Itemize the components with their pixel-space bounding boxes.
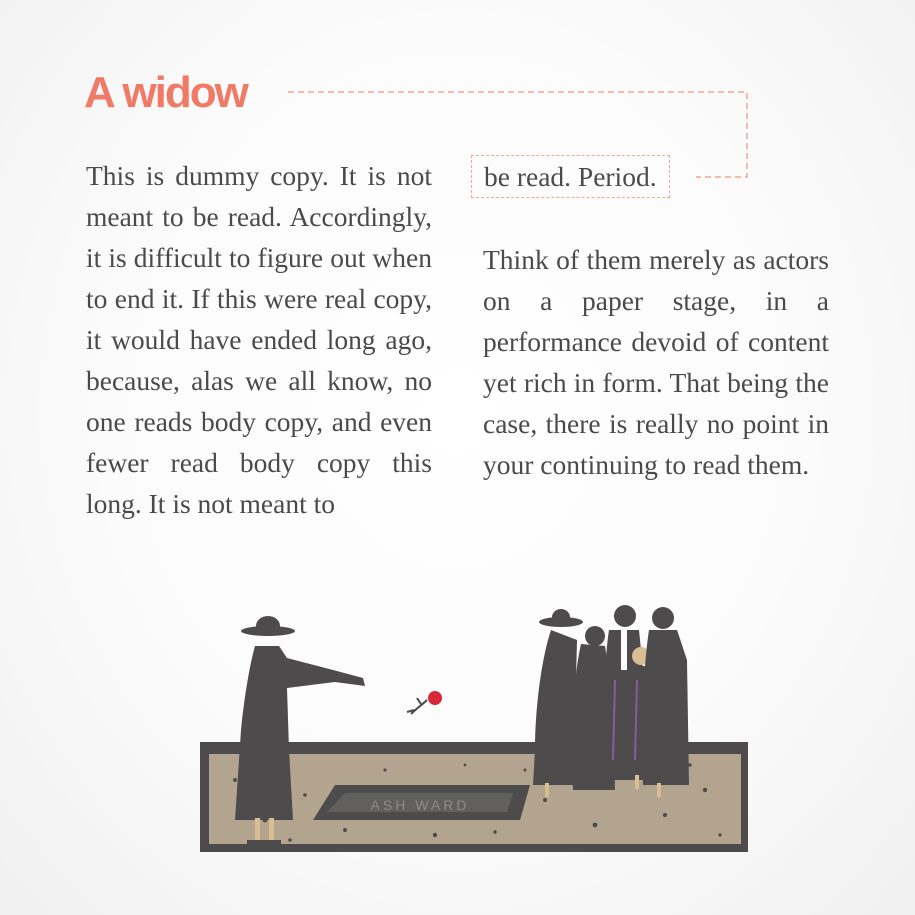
mourners-group (533, 605, 689, 797)
rose-icon (407, 691, 442, 714)
body-column-right (483, 155, 829, 485)
body-column-left: This is dummy copy. It is not meant to be read. Accordingly, it is difficult to figure out when to end it. If this were real copy, it would have ended long ago, because, alas we all know, no one reads body copy, and even fewer read body copy this long. It is not meant to (86, 160, 432, 519)
widow-fragment: be read. Period. (471, 155, 670, 198)
svg-text:ASH WARD: ASH WARD (370, 797, 470, 813)
widow-illustration (195, 600, 755, 860)
body-paragraph-right: Think of them merely as actors on a paper stage, in a performance devoid of content yet rich in form. That being the case, there is really no point in your continuing to read them. (483, 244, 829, 480)
page-title: A widow (84, 68, 247, 117)
grave-pit (313, 785, 530, 820)
paragraph-gap (483, 198, 829, 239)
